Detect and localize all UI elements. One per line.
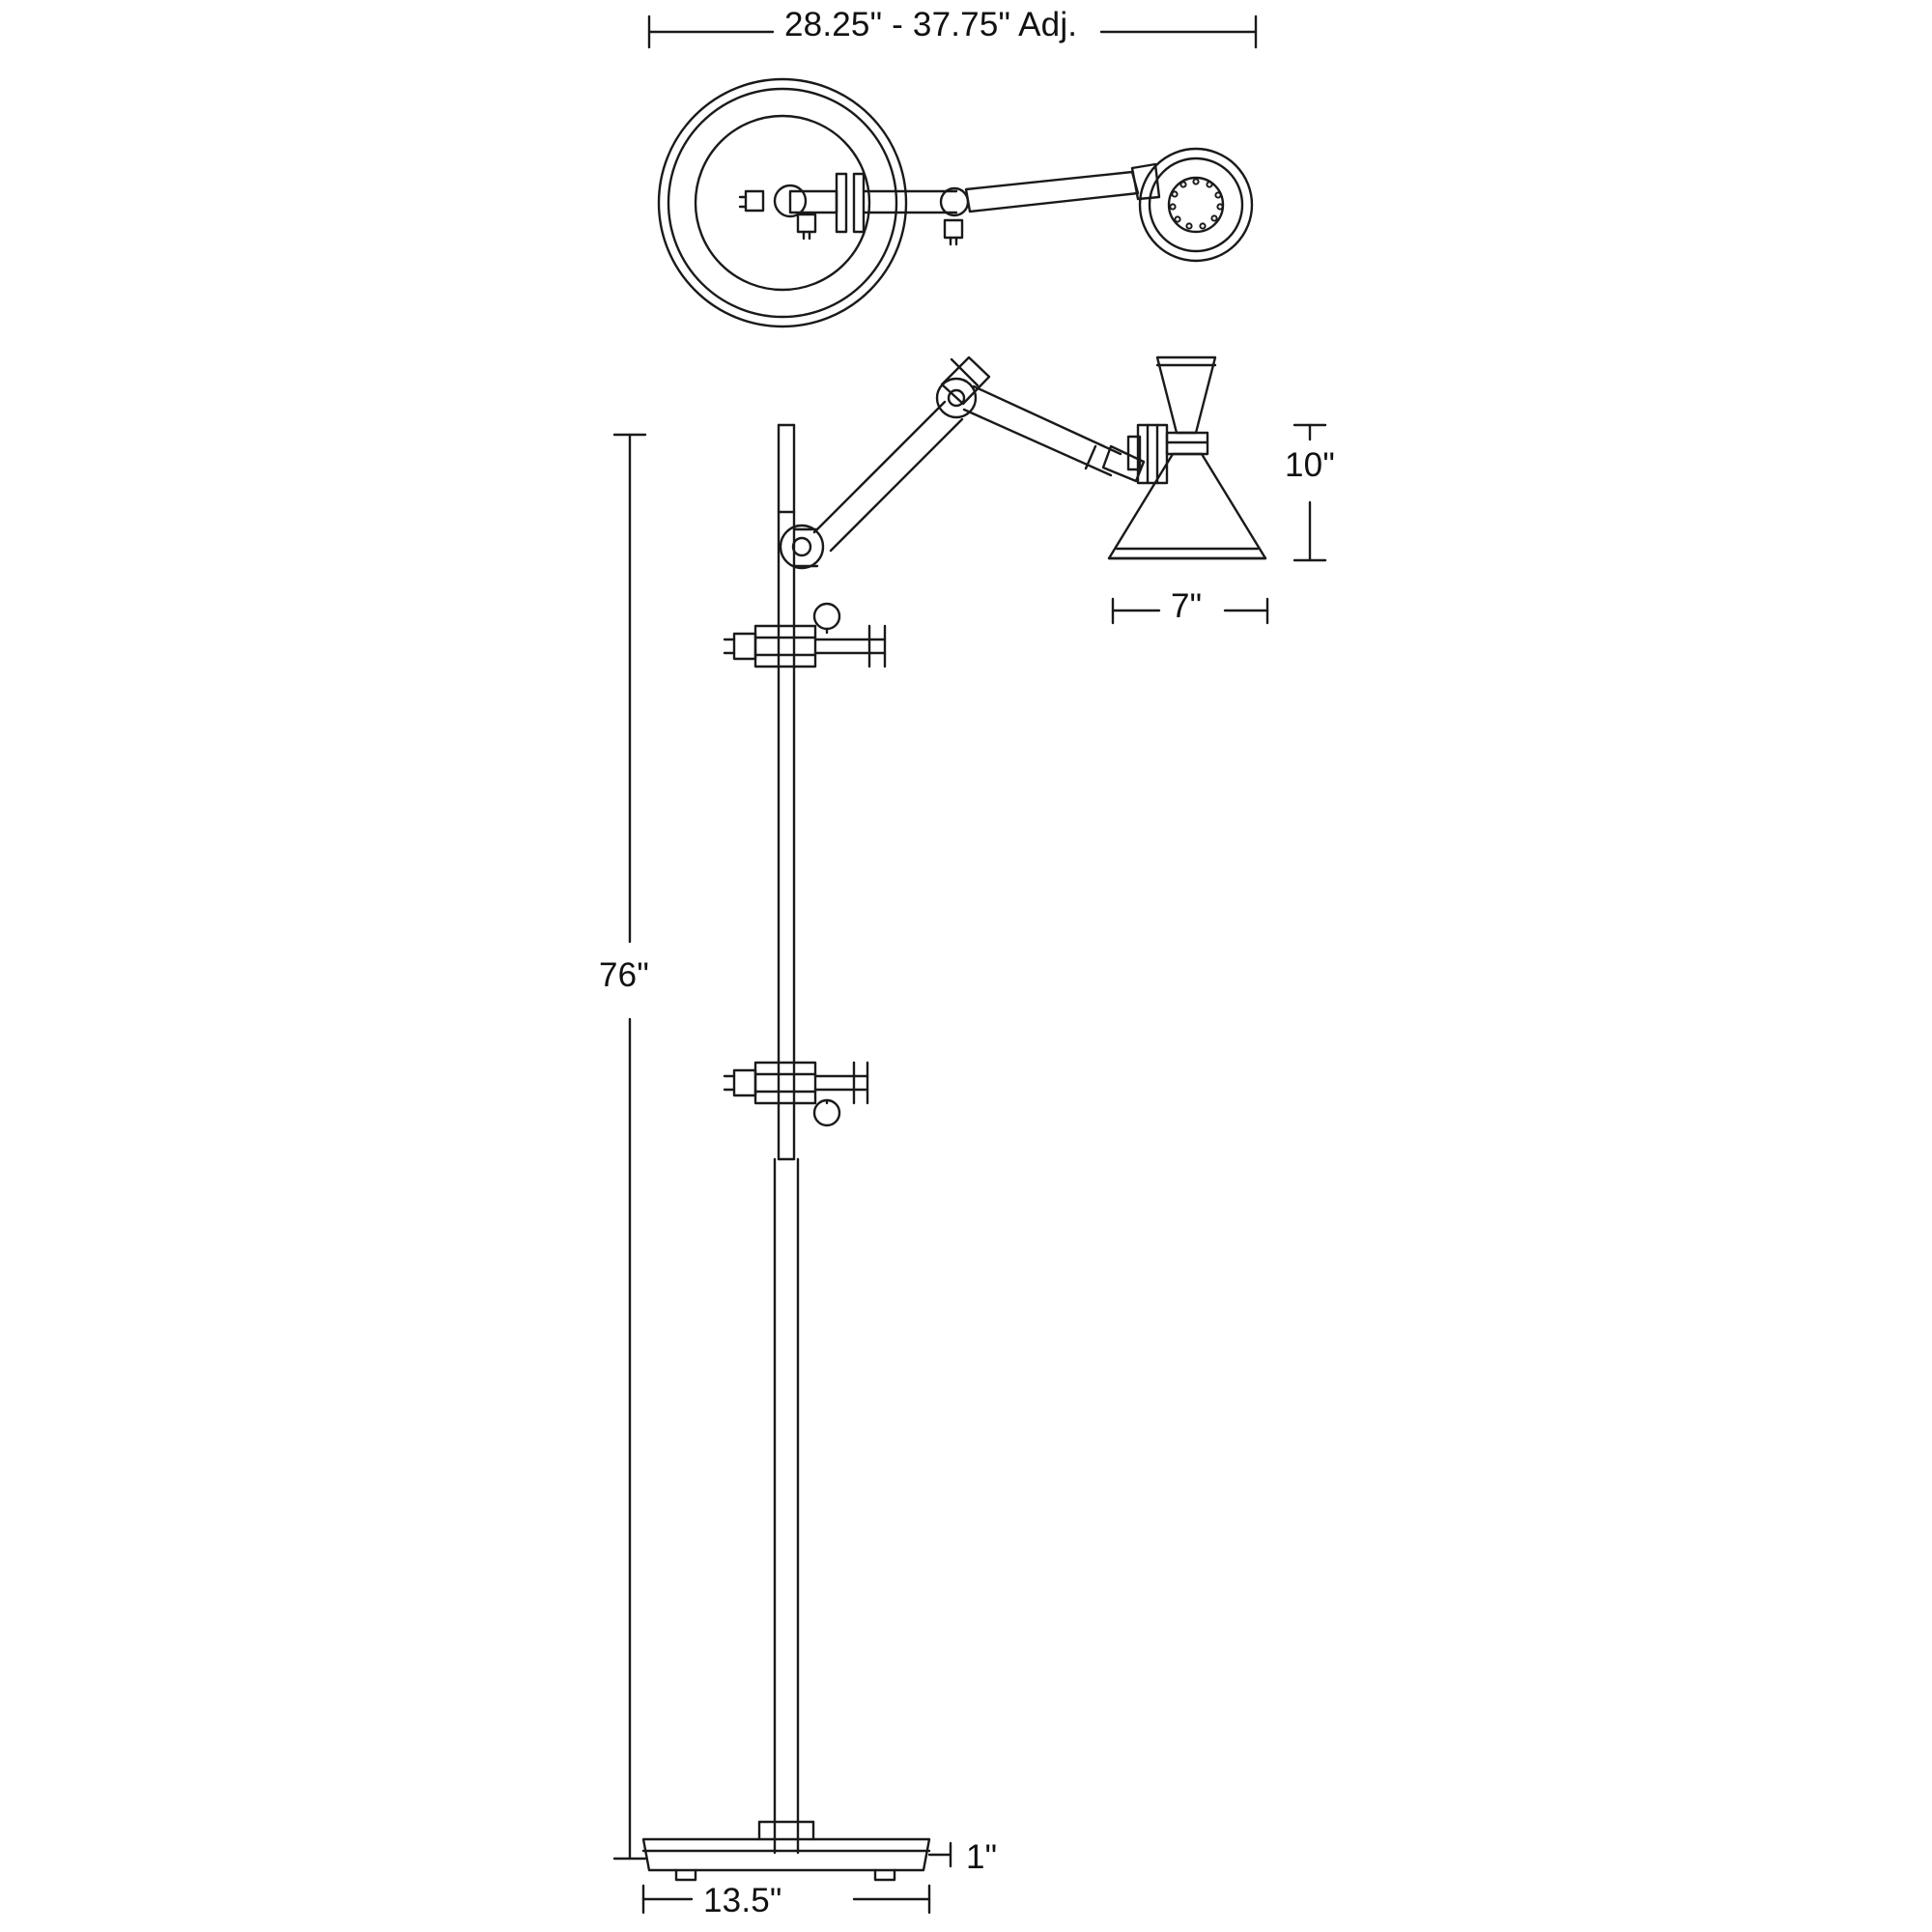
top-view-pole-1 bbox=[837, 174, 846, 232]
shade-height-dimension-10 bbox=[1294, 425, 1325, 560]
arm-lower-edge-1 bbox=[814, 402, 945, 532]
arm-elbow-joint bbox=[937, 357, 989, 417]
base-width-dimension-135 bbox=[643, 1886, 929, 1913]
front-elevation-group bbox=[643, 357, 1265, 1880]
arm-upper-edge-2 bbox=[964, 410, 1111, 475]
articulated-arm bbox=[781, 357, 1167, 568]
dimension-label-top-span: 28.25" - 37.75" Adj. bbox=[784, 6, 1078, 43]
shade-mount bbox=[1103, 425, 1167, 483]
top-view-base-inner bbox=[668, 89, 896, 317]
top-view-group bbox=[659, 79, 1252, 327]
height-dimension-76 bbox=[614, 435, 645, 1859]
shade-upper-cone bbox=[1157, 357, 1215, 433]
top-view-long-arm bbox=[966, 172, 1138, 212]
base-plate bbox=[643, 1822, 929, 1880]
arm-upper-edge-1 bbox=[974, 386, 1121, 454]
top-view-hub-link bbox=[790, 191, 837, 213]
base-thickness-dimension-1 bbox=[929, 1843, 951, 1866]
dimension-label-base-thickness: 1" bbox=[966, 1838, 998, 1876]
dimension-label-shade-width: 7" bbox=[1171, 587, 1203, 625]
top-view-pole-2 bbox=[854, 174, 864, 232]
arm-base-knuckle bbox=[781, 526, 823, 568]
top-view-shade-inner bbox=[1150, 158, 1242, 251]
arm-lower-edge-2 bbox=[831, 419, 962, 551]
top-view-base-ring bbox=[696, 116, 869, 290]
top-view-shade-outer bbox=[1140, 149, 1252, 261]
dimension-label-overall-height: 76" bbox=[599, 956, 649, 994]
top-view-mid-fitting bbox=[945, 220, 962, 238]
dimension-label-base-diameter: 13.5" bbox=[703, 1882, 782, 1919]
top-view-shade-diffuser bbox=[1169, 178, 1223, 232]
dimension-label-shade-height: 10" bbox=[1285, 446, 1335, 484]
upper-crossbar bbox=[724, 604, 885, 667]
double-cone-shade bbox=[1109, 357, 1265, 558]
lower-crossbar bbox=[724, 1063, 867, 1125]
top-view-fitting-left bbox=[746, 191, 763, 211]
top-view-fitting-lower bbox=[798, 214, 815, 232]
